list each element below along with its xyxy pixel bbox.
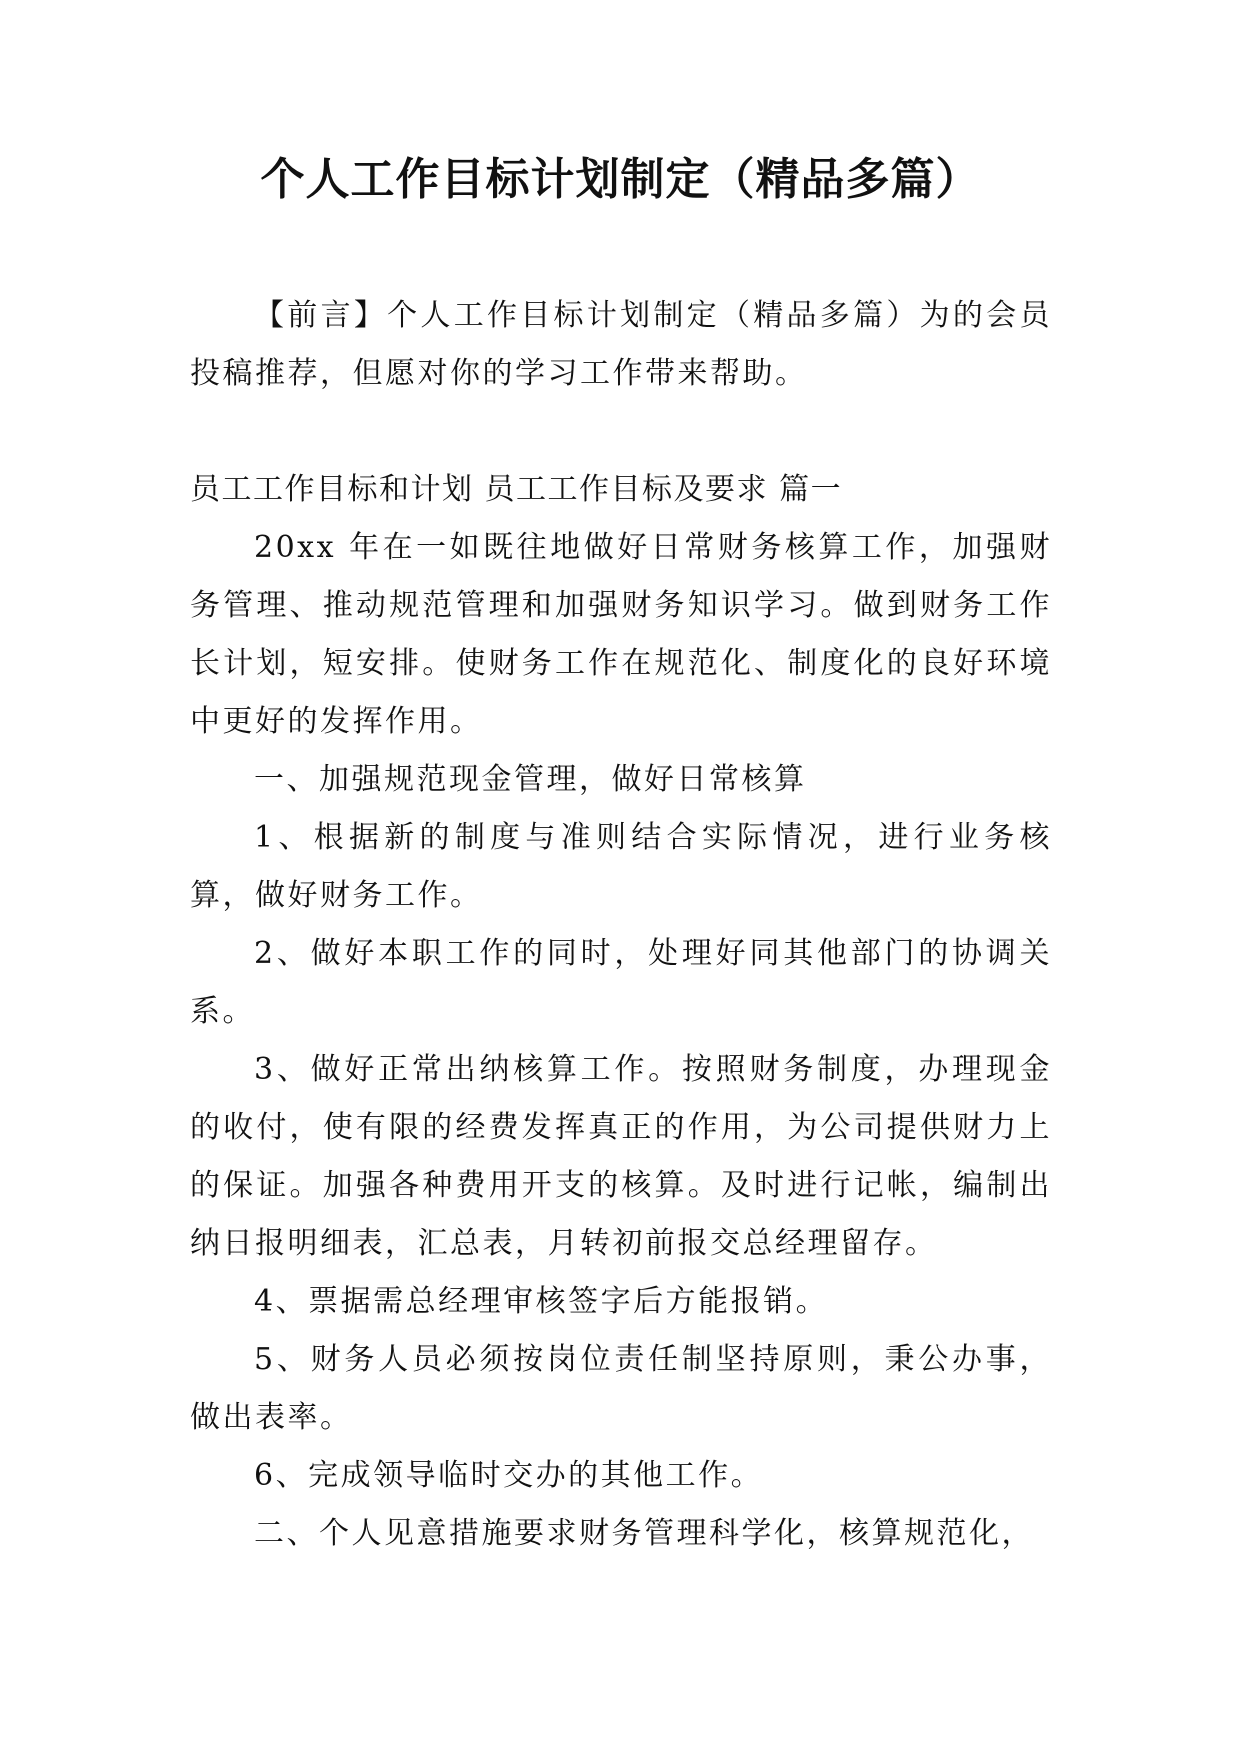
preface-paragraph: 【前言】个人工作目标计划制定（精品多篇）为的会员投稿推荐，但愿对你的学习工作带来帮助。 [190,298,1052,391]
paragraph: 20xx 年在一如既往地做好日常财务核算工作，加强财务管理、推动规范管理和加强财务知识学习。做到财务工作长计划，短安排。使财务工作在规范化、制度化的良好环境中更好的发挥作用。 [190,530,1052,739]
paragraph: 一、加强规范现金管理，做好日常核算 [254,762,807,797]
paragraph: 2、做好本职工作的同时，处理好同其他部门的协调关系。 [190,936,1052,1029]
paragraph: 3、做好正常出纳核算工作。按照财务制度，办理现金的收付，使有限的经费发挥真正的作用，为公司提供财力上的保证。加强各种费用开支的核算。及时进行记帐，编制出纳日报明细表，汇总表，月转初前报交总经理留存。 [190,1052,1052,1261]
section-heading: 员工工作目标和计划 员工工作目标及要求 篇一 [190,472,843,507]
document-title: 个人工作目标计划制定（精品多篇） [260,154,981,205]
paragraph: 4、票据需总经理审核签字后方能报销。 [254,1284,829,1319]
paragraph: 1、根据新的制度与准则结合实际情况，进行业务核算，做好财务工作。 [190,820,1052,913]
paragraph: 二、个人见意措施要求财务管理科学化，核算规范化， [254,1516,1034,1551]
paragraph: 5、财务人员必须按岗位责任制坚持原则，秉公办事，做出表率。 [190,1342,1052,1435]
document-body [190,287,1052,1563]
paragraph: 6、完成领导临时交办的其他工作。 [254,1458,764,1493]
